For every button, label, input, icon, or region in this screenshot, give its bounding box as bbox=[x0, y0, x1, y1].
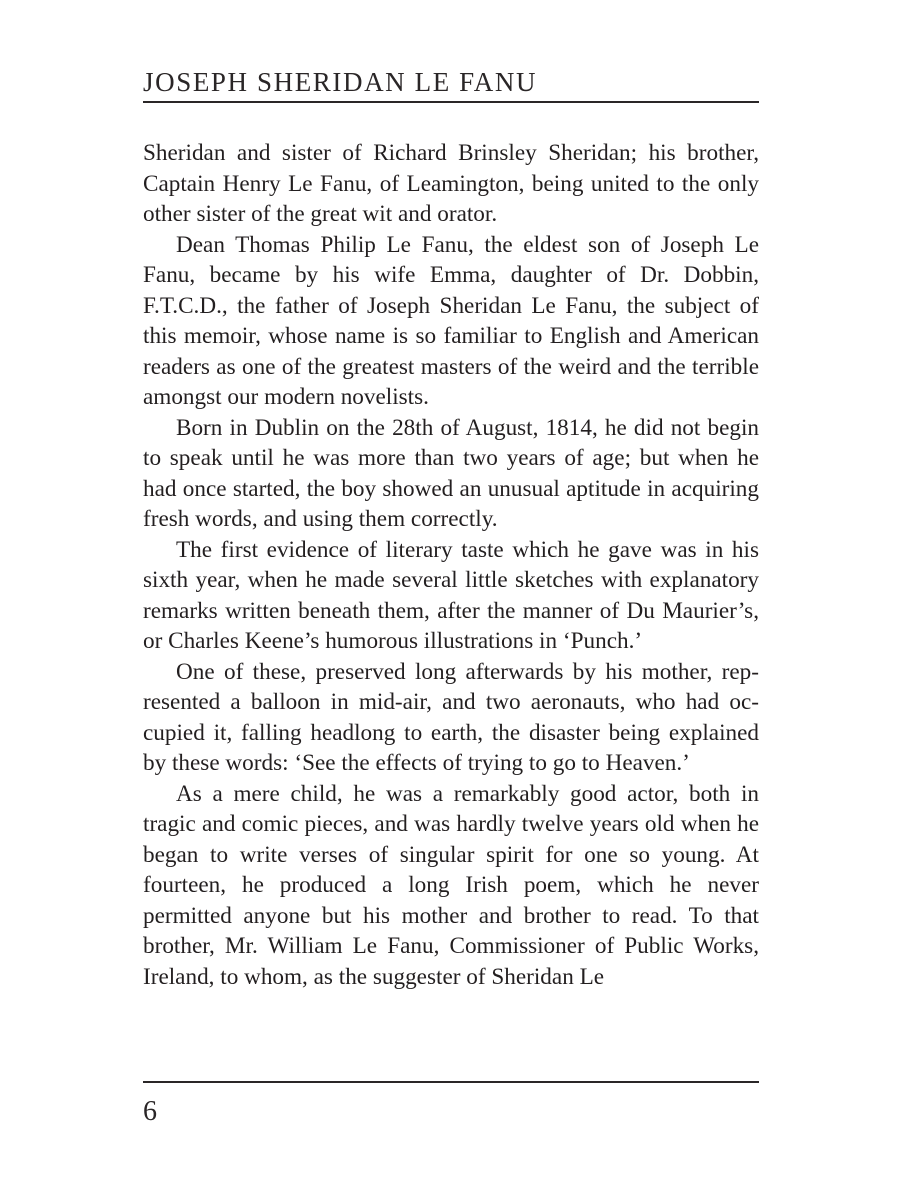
body-text bbox=[143, 138, 759, 992]
footer-rule bbox=[143, 1081, 759, 1083]
paragraph: The first evidence of literary taste which he gave was in his sixth year, when he made several little sketches with explanatory remarks written beneath them, after the manner of Du Maurier’s, or Charles Keene’s humorous illustrations in ‘Punch.’ bbox=[143, 536, 759, 654]
paragraph: As a mere child, he was a remarkably good actor, both in tragic and comic pieces, and was hardly twelve years old when he began to write verses of singular spirit for one so young. At fourteen, he produced a long Irish poem, which he never permitted anyone but his mother and brother to read. To that brother, Mr. William Le Fanu, Commissioner of Public Works, Ireland, to whom, as the suggester of Sheridan Le bbox=[143, 780, 759, 990]
paragraph: One of these, preserved long afterwards by his mother, represented a balloon in mid-air, and two aeronauts, who had occupied it, falling headlong to earth, the disaster being explained by these words: ‘See the effects of trying to go to Heaven.’ bbox=[143, 658, 759, 776]
page-number: 6 bbox=[143, 1096, 157, 1127]
header-rule bbox=[143, 101, 759, 103]
paragraph: Sheridan and sister of Richard Brinsley Sheridan; his brother, Captain Henry Le Fanu, of Leamington, being united to the only other sister of the great wit and orator. bbox=[143, 140, 759, 227]
paragraph: Born in Dublin on the 28th of August, 1814, he did not begin to speak until he was more than two years of age; but when he had once started, the boy showed an unusual aptitude in acquiring fresh words, and using them correctly. bbox=[143, 414, 759, 532]
running-head-title: JOSEPH SHERIDAN LE FANU bbox=[143, 67, 538, 97]
paragraph: Dean Thomas Philip Le Fanu, the eldest son of Joseph Le Fanu, became by his wife Emma, daughter of Dr. Dobbin, F.T.C.D., the father of Joseph Sheridan Le Fanu, the subject of this memoir, whose name is so familiar to English and American readers as one of the greatest masters of the weird and the terrible amongst our modern novelists. bbox=[143, 231, 759, 410]
